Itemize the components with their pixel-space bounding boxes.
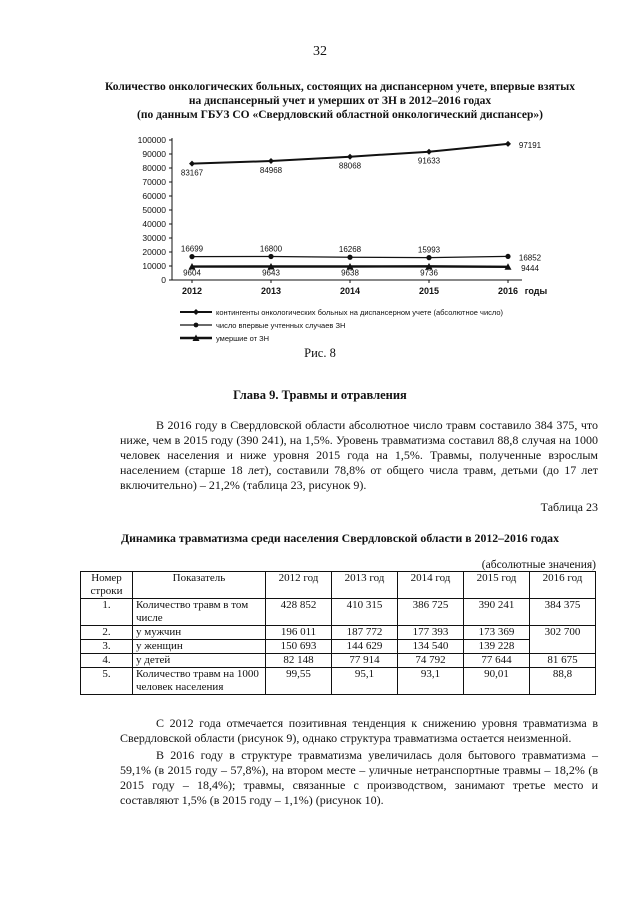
row-number: 5. <box>81 668 133 695</box>
legend-label: умершие от ЗН <box>216 334 270 343</box>
data-label: 9444 <box>521 263 539 273</box>
y-tick-label: 70000 <box>142 177 166 187</box>
row-number: 4. <box>81 654 133 668</box>
y-tick-label: 100000 <box>137 135 166 145</box>
table-header-row <box>81 572 596 599</box>
injuries-table <box>80 571 596 695</box>
table-row <box>81 599 596 626</box>
cell-2015: 173 369 <box>464 626 530 640</box>
cell-2014: 386 725 <box>398 599 464 626</box>
cell-2014: 93,1 <box>398 668 464 695</box>
paragraph-structure: В 2016 году в структуре травматизма увеличилась доля бытового травматизма – 59,1% (в 2015 году – 57,8%), на втором месте – уличные нетранспортные травмы – 18,2% (в 2015 году – 18,4%); травмы, связанные с производством, занимают третье место и составляют 1,5% (в 2015 году – 1,1%) (рисунок 10). <box>120 748 598 807</box>
cell-2016: 81 675 <box>530 654 596 668</box>
data-label: 9604 <box>183 268 201 278</box>
chart-title-line-1: Количество онкологических больных, состоящих на диспансерном учете, впервые взятых <box>104 81 576 93</box>
data-point-marker <box>268 158 274 164</box>
cell-2013: 144 629 <box>332 640 398 654</box>
y-tick-label: 50000 <box>142 205 166 215</box>
cell-2014: 74 792 <box>398 654 464 668</box>
cell-2013: 77 914 <box>332 654 398 668</box>
chart-title-line-3: (по данным ГБУЗ СО «Свердловский областной онкологический диспансер») <box>136 109 544 121</box>
cell-2016-adults: 302 700 <box>530 626 596 654</box>
data-label: 15993 <box>417 245 441 255</box>
x-tick-label: 2012 <box>181 286 203 296</box>
y-tick-label: 40000 <box>142 219 166 229</box>
chart-title <box>80 80 600 122</box>
y-tick-label: 90000 <box>142 149 166 159</box>
data-label: 88068 <box>338 161 362 171</box>
table-label: Таблица 23 <box>540 500 598 514</box>
cell-2016: 384 375 <box>530 599 596 626</box>
row-label: у женщин <box>133 640 266 654</box>
legend-marker <box>193 309 199 315</box>
header-2015: 2015 год <box>464 572 530 599</box>
row-label: у детей <box>133 654 266 668</box>
table-row <box>81 640 596 654</box>
x-tick-label: 2014 <box>339 286 361 296</box>
y-tick-label: 20000 <box>142 247 166 257</box>
paragraph-injuries-summary: В 2016 году в Свердловской области абсолютное число травм составило 384 375, что ниже, чем в 2015 году (390 241), на 1,5%. Уровень травматизма составил 88,8 случая на 1000 человек населения и ниже уровня 2015 года на 1,5%. Травмы, полученные взрослым населением (старше 18 лет), составили 78,8% от общего числа травм, детьми (до 17 лет включительно) – 21,2% (таблица 23, рисунок 9). <box>120 418 598 492</box>
cell-2012: 196 011 <box>266 626 332 640</box>
data-label: 16699 <box>180 244 204 254</box>
data-point-marker <box>347 255 352 260</box>
figure-caption: Рис. 8 <box>304 346 336 360</box>
row-number: 1. <box>81 599 133 626</box>
header-indicator: Показатель <box>133 572 266 599</box>
data-point-marker <box>426 149 432 155</box>
table-row <box>81 668 596 695</box>
data-label: 84968 <box>259 166 283 176</box>
data-point-marker <box>189 161 195 167</box>
data-point-marker <box>347 154 353 160</box>
data-label: 9736 <box>420 268 438 278</box>
y-tick-label: 30000 <box>142 233 166 243</box>
cell-2012: 82 148 <box>266 654 332 668</box>
cell-2012: 99,55 <box>266 668 332 695</box>
cell-2016: 88,8 <box>530 668 596 695</box>
data-point-marker <box>505 141 511 147</box>
y-tick-label: 80000 <box>142 163 166 173</box>
legend-label: число впервые учтенных случаев ЗН <box>216 321 346 330</box>
table-units: (абсолютные значения) <box>481 559 596 571</box>
row-label: Количество травм в том числе <box>133 599 266 626</box>
y-tick-label: 0 <box>161 275 166 285</box>
cell-2015: 390 241 <box>464 599 530 626</box>
y-tick-label: 60000 <box>142 191 166 201</box>
data-label: 9638 <box>341 268 359 278</box>
cell-2014: 134 540 <box>398 640 464 654</box>
row-label: Количество травм на 1000 человек населения <box>133 668 266 695</box>
row-number: 2. <box>81 626 133 640</box>
page-number: 32 <box>313 44 327 59</box>
data-point-marker <box>426 255 431 260</box>
data-label: 9643 <box>262 268 280 278</box>
header-2014: 2014 год <box>398 572 464 599</box>
header-2013: 2013 год <box>332 572 398 599</box>
cell-2015: 139 228 <box>464 640 530 654</box>
cell-2013: 95,1 <box>332 668 398 695</box>
data-label: 16852 <box>518 253 542 263</box>
table-row <box>81 626 596 640</box>
cell-2013: 187 772 <box>332 626 398 640</box>
table-title: Динамика травматизма среди населения Свердловской области в 2012–2016 годах <box>121 531 559 545</box>
cell-2015: 90,01 <box>464 668 530 695</box>
cell-2012: 150 693 <box>266 640 332 654</box>
row-number: 3. <box>81 640 133 654</box>
data-point-marker <box>189 254 194 259</box>
x-axis-unit-label: годы <box>524 286 548 296</box>
x-tick-label: 2016 <box>497 286 519 296</box>
header-2012: 2012 год <box>266 572 332 599</box>
data-label: 16268 <box>338 245 362 255</box>
data-point-marker <box>505 254 510 259</box>
header-row-number: Номер строки <box>81 572 133 599</box>
chapter-title: Глава 9. Травмы и отравления <box>233 388 407 402</box>
legend-label: контингенты онкологических больных на диспансерном учете (абсолютное число) <box>216 308 504 317</box>
paragraph-trend: С 2012 года отмечается позитивная тенденция к снижению уровня травматизма в Свердловской области (рисунок 9), однако структура травматизма остается неизменной. <box>120 716 598 745</box>
table-row <box>81 654 596 668</box>
line-chart <box>120 130 560 346</box>
cell-2013: 410 315 <box>332 599 398 626</box>
data-point-marker <box>268 254 273 259</box>
y-tick-label: 10000 <box>142 261 166 271</box>
header-2016: 2016 год <box>530 572 596 599</box>
data-label: 16800 <box>259 244 283 254</box>
legend-marker <box>194 323 199 328</box>
cell-2012: 428 852 <box>266 599 332 626</box>
x-tick-label: 2015 <box>418 286 440 296</box>
data-label: 83167 <box>180 168 204 178</box>
x-tick-label: 2013 <box>260 286 282 296</box>
cell-2014: 177 393 <box>398 626 464 640</box>
chart-title-line-2: на диспансерный учет и умерших от ЗН в 2012–2016 годах <box>188 95 492 107</box>
data-label: 91633 <box>417 156 441 166</box>
data-label: 97191 <box>518 140 542 150</box>
cell-2015: 77 644 <box>464 654 530 668</box>
row-label: у мужчин <box>133 626 266 640</box>
